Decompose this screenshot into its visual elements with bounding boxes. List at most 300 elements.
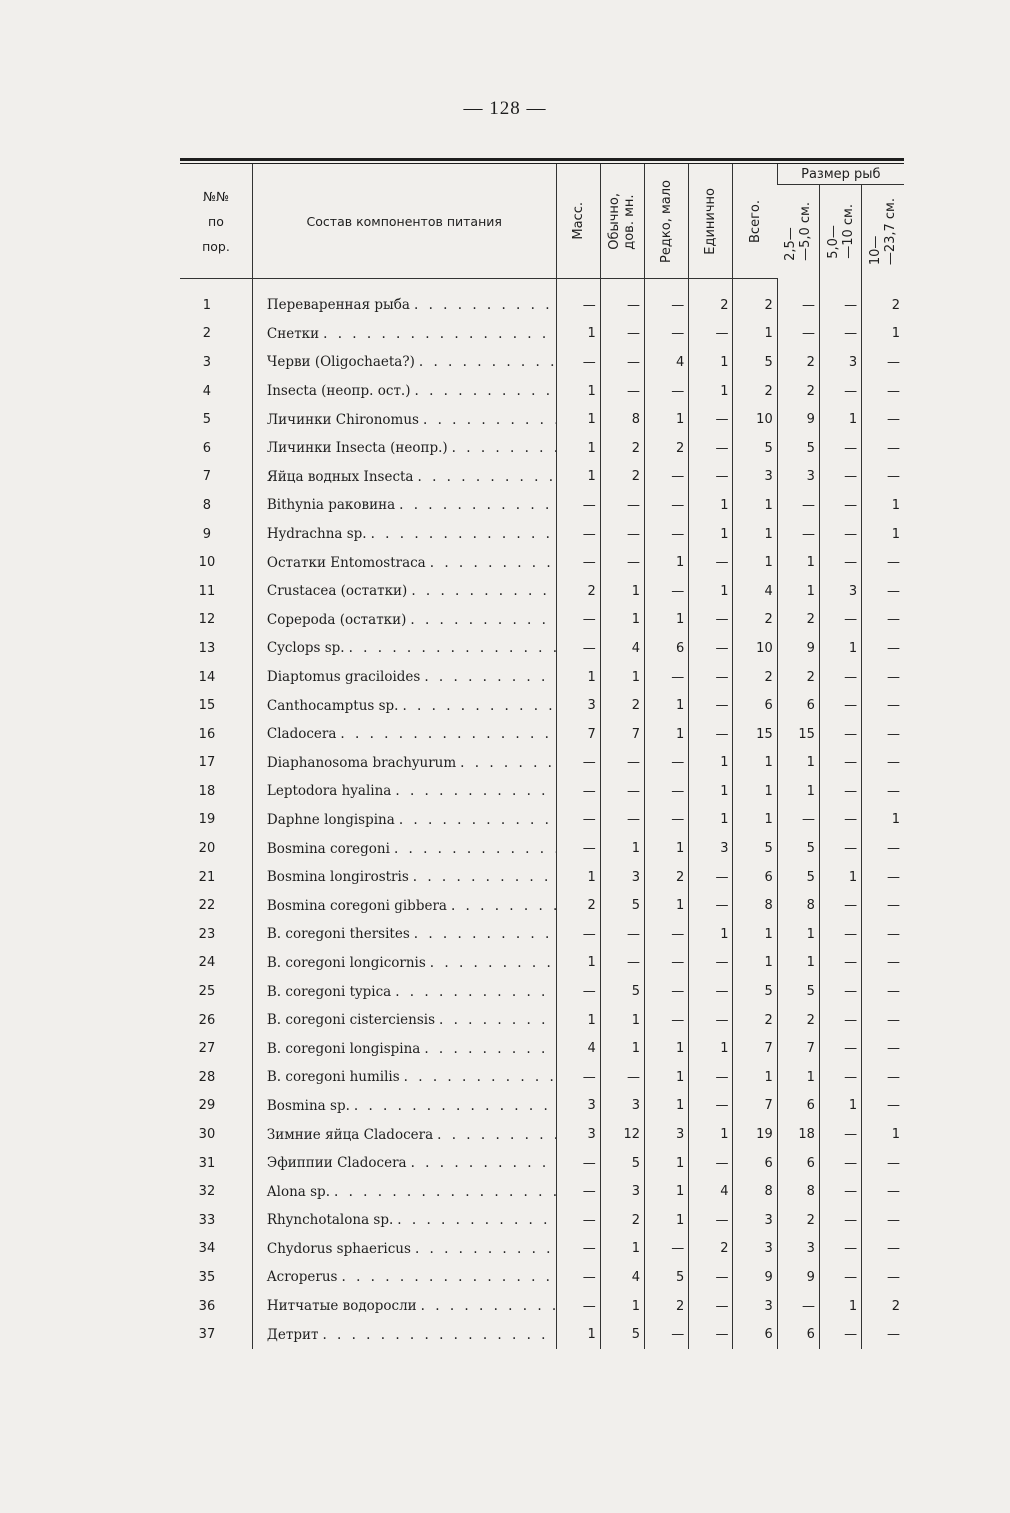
value-single: 1 [689, 1120, 733, 1149]
component-name: Личинки Insecta (неопр.) [266, 440, 448, 457]
component-name: Daphne longispina [266, 811, 395, 828]
value-usual: — [600, 777, 644, 806]
header-single: Единично [689, 164, 733, 279]
value-usual: — [600, 348, 644, 377]
table-row [180, 1235, 904, 1264]
value-usual: — [600, 548, 644, 577]
value-total: 2 [733, 377, 777, 406]
value-single: — [689, 548, 733, 577]
value-rare: 1 [645, 606, 689, 635]
leader-dots [354, 1098, 556, 1114]
value-size-2: 1 [819, 405, 861, 434]
value-single: 4 [689, 1177, 733, 1206]
value-rare: — [645, 291, 689, 320]
value-size-3: — [862, 548, 904, 577]
table-row [180, 291, 904, 320]
value-usual: — [600, 949, 644, 978]
value-rare: — [645, 749, 689, 778]
component-name-cell [252, 520, 556, 549]
value-size-1: 8 [777, 891, 819, 920]
row-number: 23 [198, 926, 216, 942]
leader-dots [452, 440, 556, 456]
value-total: 6 [733, 691, 777, 720]
value-single: 2 [689, 291, 733, 320]
value-size-2: 1 [819, 1092, 861, 1121]
value-single: — [689, 891, 733, 920]
value-size-2: — [819, 1149, 861, 1178]
value-size-3: — [862, 577, 904, 606]
value-size-3: — [862, 777, 904, 806]
value-mass: 1 [556, 663, 600, 692]
value-total: 1 [733, 777, 777, 806]
value-mass: — [556, 920, 600, 949]
value-total: 6 [733, 1320, 777, 1349]
component-name: Bosmina longirostris [266, 869, 409, 886]
component-name: Снетки [266, 325, 320, 342]
value-total: 8 [733, 891, 777, 920]
component-name: B. coregoni longispina [266, 1040, 421, 1057]
component-name-cell [252, 491, 556, 520]
leader-dots [413, 869, 556, 885]
value-mass: — [556, 806, 600, 835]
value-size-2: — [819, 1320, 861, 1349]
value-size-3: — [862, 920, 904, 949]
component-name: Переваренная рыба [266, 297, 410, 314]
value-usual: — [600, 291, 644, 320]
value-size-3: 2 [862, 291, 904, 320]
value-usual: 1 [600, 1292, 644, 1321]
value-single: — [689, 1006, 733, 1035]
value-rare: 4 [645, 348, 689, 377]
leader-dots [399, 812, 556, 828]
value-size-2: — [819, 320, 861, 349]
value-mass: — [556, 777, 600, 806]
value-usual: 5 [600, 977, 644, 1006]
value-size-3: — [862, 634, 904, 663]
leader-dots [424, 669, 555, 685]
value-size-3: — [862, 606, 904, 635]
leader-dots [411, 583, 555, 599]
row-number: 7 [202, 469, 212, 485]
component-name-cell [252, 777, 556, 806]
header-components: Состав компонентов питания [252, 164, 556, 279]
value-size-3: — [862, 1206, 904, 1235]
value-total: 7 [733, 1034, 777, 1063]
leader-dots [417, 469, 555, 485]
leader-dots [414, 926, 556, 942]
component-name-cell [252, 291, 556, 320]
value-size-3: — [862, 749, 904, 778]
value-single: — [689, 1292, 733, 1321]
leader-dots [424, 1041, 555, 1057]
row-number: 10 [198, 555, 216, 571]
value-rare: 1 [645, 1034, 689, 1063]
value-size-1: — [777, 491, 819, 520]
header-row-number: №№ по пор. [180, 164, 252, 279]
row-number: 2 [202, 326, 212, 342]
value-rare: 1 [645, 548, 689, 577]
value-single: 1 [689, 348, 733, 377]
value-size-2: — [819, 463, 861, 492]
leader-dots [340, 726, 555, 742]
value-mass: 7 [556, 720, 600, 749]
value-rare: — [645, 1006, 689, 1035]
value-size-2: — [819, 1206, 861, 1235]
row-number: 17 [198, 755, 216, 771]
value-size-1: 1 [777, 548, 819, 577]
leader-dots [395, 783, 555, 799]
value-size-1: — [777, 806, 819, 835]
table-row [180, 1149, 904, 1178]
row-number: 9 [202, 526, 212, 542]
row-number: 19 [198, 812, 216, 828]
component-name: Acroperus [266, 1269, 338, 1286]
value-usual: 2 [600, 1206, 644, 1235]
value-size-3: 1 [862, 1120, 904, 1149]
table-row [180, 634, 904, 663]
diet-composition-table [180, 164, 904, 1349]
leader-dots [439, 1012, 556, 1028]
value-single: 1 [689, 520, 733, 549]
row-number: 34 [198, 1241, 216, 1257]
value-single: 2 [689, 1235, 733, 1264]
value-size-3: — [862, 863, 904, 892]
value-size-3: — [862, 1092, 904, 1121]
component-name: Яйца водных Insecta [266, 468, 414, 485]
component-name: B. coregoni thersites [266, 926, 410, 943]
table-row [180, 463, 904, 492]
value-size-2: — [819, 1177, 861, 1206]
component-name-cell [252, 863, 556, 892]
value-usual: 5 [600, 1149, 644, 1178]
component-name-cell [252, 377, 556, 406]
component-name: Rhynchotalona sp. [266, 1212, 394, 1229]
value-total: 8 [733, 1177, 777, 1206]
value-total: 4 [733, 577, 777, 606]
table-row [180, 863, 904, 892]
header-size-2: 5,0— —10 см. [819, 185, 861, 279]
component-name: Bosmina coregoni gibbera [266, 897, 447, 914]
table-row [180, 520, 904, 549]
leader-dots [415, 1241, 556, 1257]
value-total: 5 [733, 348, 777, 377]
component-name: Личинки Chironomus [266, 411, 419, 428]
leader-dots [404, 1069, 556, 1085]
value-usual: 1 [600, 1006, 644, 1035]
component-name-cell [252, 806, 556, 835]
value-usual: — [600, 1063, 644, 1092]
value-size-1: 2 [777, 348, 819, 377]
value-usual: — [600, 749, 644, 778]
row-number: 31 [198, 1155, 216, 1171]
value-size-1: 1 [777, 577, 819, 606]
row-number: 1 [202, 297, 212, 313]
table-row [180, 377, 904, 406]
value-size-2: — [819, 691, 861, 720]
table-row [180, 663, 904, 692]
value-size-1: 6 [777, 1092, 819, 1121]
leader-dots [334, 1184, 556, 1200]
leader-dots [394, 841, 556, 857]
value-size-2: 3 [819, 348, 861, 377]
value-usual: — [600, 806, 644, 835]
row-number: 22 [198, 898, 216, 914]
value-rare: 1 [645, 691, 689, 720]
value-total: 6 [733, 1149, 777, 1178]
value-size-1: 6 [777, 1320, 819, 1349]
component-name: Leptodora hyalina [266, 783, 392, 800]
value-size-3: 1 [862, 520, 904, 549]
value-size-2: — [819, 977, 861, 1006]
value-usual: 1 [600, 834, 644, 863]
component-name-cell [252, 1034, 556, 1063]
row-number: 12 [198, 612, 216, 628]
value-mass: — [556, 1235, 600, 1264]
page-number: — 128 — [463, 98, 547, 119]
component-name: B. coregoni cisterciensis [266, 1012, 436, 1029]
component-name: Остатки Entomostraca [266, 554, 426, 571]
value-size-2: — [819, 1006, 861, 1035]
leader-dots [349, 640, 556, 656]
leader-dots [437, 1127, 555, 1143]
value-single: 1 [689, 1034, 733, 1063]
table-body [180, 279, 904, 1349]
value-total: 9 [733, 1263, 777, 1292]
header-fish-size: Размер рыб [777, 164, 904, 185]
value-rare: — [645, 1320, 689, 1349]
component-name: B. coregoni longicornis [266, 954, 426, 971]
value-size-1: 9 [777, 634, 819, 663]
value-mass: 2 [556, 577, 600, 606]
leader-dots [414, 383, 555, 399]
value-mass: 1 [556, 463, 600, 492]
value-total: 2 [733, 1006, 777, 1035]
value-usual: — [600, 320, 644, 349]
value-mass: — [556, 1206, 600, 1235]
value-size-1: 5 [777, 977, 819, 1006]
value-size-1: 15 [777, 720, 819, 749]
leader-dots [411, 1155, 556, 1171]
leader-dots [430, 955, 556, 971]
value-size-2: — [819, 377, 861, 406]
value-size-2: 1 [819, 863, 861, 892]
header-rare: Редко, мало [645, 164, 689, 279]
value-mass: 3 [556, 1120, 600, 1149]
component-name-cell [252, 1206, 556, 1235]
value-single: 3 [689, 834, 733, 863]
row-number: 36 [198, 1298, 216, 1314]
value-rare: 1 [645, 1206, 689, 1235]
value-total: 5 [733, 434, 777, 463]
table-row [180, 1177, 904, 1206]
component-name-cell [252, 749, 556, 778]
component-name: Нитчатые водоросли [266, 1298, 417, 1315]
value-size-3: — [862, 720, 904, 749]
value-total: 10 [733, 634, 777, 663]
row-number: 18 [198, 783, 216, 799]
component-name: Черви (Oligochaeta?) [266, 354, 415, 371]
value-mass: — [556, 1063, 600, 1092]
value-size-2: 3 [819, 577, 861, 606]
leader-dots [423, 412, 556, 428]
value-mass: 1 [556, 863, 600, 892]
leader-dots [460, 755, 555, 771]
row-number: 4 [202, 383, 212, 399]
row-number: 14 [198, 669, 216, 685]
value-single: — [689, 1320, 733, 1349]
value-size-1: 1 [777, 777, 819, 806]
component-name-cell [252, 1263, 556, 1292]
value-size-1: 2 [777, 1206, 819, 1235]
row-number: 29 [198, 1098, 216, 1114]
value-usual: 1 [600, 577, 644, 606]
component-name: Детрит [266, 1326, 319, 1343]
value-rare: 2 [645, 434, 689, 463]
value-single: — [689, 634, 733, 663]
value-mass: — [556, 548, 600, 577]
value-mass: — [556, 491, 600, 520]
value-size-3: — [862, 663, 904, 692]
value-size-1: 1 [777, 749, 819, 778]
value-single: — [689, 1092, 733, 1121]
row-number: 20 [198, 841, 216, 857]
value-size-3: — [862, 1263, 904, 1292]
value-rare: — [645, 977, 689, 1006]
value-total: 5 [733, 977, 777, 1006]
value-size-2: — [819, 720, 861, 749]
row-number: 28 [198, 1069, 216, 1085]
component-name-cell [252, 1177, 556, 1206]
value-usual: 1 [600, 606, 644, 635]
value-size-1: 7 [777, 1034, 819, 1063]
table-row [180, 1320, 904, 1349]
value-usual: 1 [600, 663, 644, 692]
value-rare: — [645, 577, 689, 606]
value-rare: — [645, 920, 689, 949]
value-single: 1 [689, 377, 733, 406]
value-total: 15 [733, 720, 777, 749]
value-size-1: 2 [777, 377, 819, 406]
component-name: Chydorus sphaericus [266, 1240, 411, 1257]
row-number: 11 [198, 583, 216, 599]
value-total: 7 [733, 1092, 777, 1121]
component-name: Copepoda (остатки) [266, 611, 407, 628]
table-row [180, 1120, 904, 1149]
component-name: Cyclops sp. [266, 640, 345, 657]
table-row [180, 548, 904, 577]
value-mass: 1 [556, 1006, 600, 1035]
value-total: 1 [733, 920, 777, 949]
value-size-1: — [777, 320, 819, 349]
component-name: Cladocera [266, 726, 337, 743]
component-name-cell [252, 320, 556, 349]
component-name-cell [252, 1292, 556, 1321]
header-size-1: 2,5— —5,0 см. [783, 202, 814, 262]
value-total: 2 [733, 663, 777, 692]
value-usual: 5 [600, 891, 644, 920]
value-usual: — [600, 491, 644, 520]
value-mass: — [556, 520, 600, 549]
value-usual: 7 [600, 720, 644, 749]
component-name-cell [252, 1006, 556, 1035]
value-usual: 2 [600, 691, 644, 720]
value-single: — [689, 663, 733, 692]
value-size-3: — [862, 834, 904, 863]
value-size-2: — [819, 1063, 861, 1092]
value-size-2: — [819, 1263, 861, 1292]
table-row [180, 1034, 904, 1063]
value-mass: — [556, 1149, 600, 1178]
value-single: — [689, 863, 733, 892]
value-size-2: — [819, 949, 861, 978]
value-total: 10 [733, 405, 777, 434]
row-number: 30 [198, 1127, 216, 1143]
component-name-cell [252, 891, 556, 920]
value-single: — [689, 1149, 733, 1178]
value-usual: — [600, 520, 644, 549]
row-number: 3 [202, 354, 212, 370]
value-rare: — [645, 463, 689, 492]
table-row [180, 577, 904, 606]
value-size-2: — [819, 606, 861, 635]
value-size-1: 2 [777, 663, 819, 692]
value-size-3: — [862, 691, 904, 720]
value-rare: — [645, 491, 689, 520]
header-usual: Обычно, дов. мн. [600, 164, 644, 279]
value-total: 1 [733, 320, 777, 349]
value-rare: — [645, 949, 689, 978]
value-mass: 2 [556, 891, 600, 920]
component-name-cell [252, 405, 556, 434]
value-usual: 1 [600, 1034, 644, 1063]
value-total: 2 [733, 606, 777, 635]
component-name-cell [252, 348, 556, 377]
component-name-cell [252, 606, 556, 635]
value-total: 1 [733, 749, 777, 778]
component-name-cell [252, 1120, 556, 1149]
value-rare: — [645, 320, 689, 349]
value-mass: 1 [556, 377, 600, 406]
value-size-1: — [777, 520, 819, 549]
value-total: 2 [733, 291, 777, 320]
component-name: Bithynia раковина [266, 497, 396, 514]
component-name-cell [252, 1063, 556, 1092]
value-usual: 3 [600, 1092, 644, 1121]
value-size-1: 8 [777, 1177, 819, 1206]
value-size-1: 1 [777, 920, 819, 949]
table-row [180, 806, 904, 835]
value-total: 3 [733, 463, 777, 492]
value-single: — [689, 463, 733, 492]
value-mass: — [556, 348, 600, 377]
value-rare: 5 [645, 1263, 689, 1292]
value-size-3: — [862, 1034, 904, 1063]
value-size-2: — [819, 520, 861, 549]
value-single: — [689, 949, 733, 978]
value-single: 1 [689, 806, 733, 835]
component-name: Diaphanosoma brachyurum [266, 754, 457, 771]
value-total: 19 [733, 1120, 777, 1149]
table-row [180, 949, 904, 978]
value-usual: 12 [600, 1120, 644, 1149]
value-rare: 1 [645, 891, 689, 920]
value-mass: — [556, 1177, 600, 1206]
component-name-cell [252, 663, 556, 692]
value-mass: — [556, 834, 600, 863]
value-rare: 6 [645, 634, 689, 663]
table-row [180, 920, 904, 949]
value-rare: 1 [645, 1092, 689, 1121]
